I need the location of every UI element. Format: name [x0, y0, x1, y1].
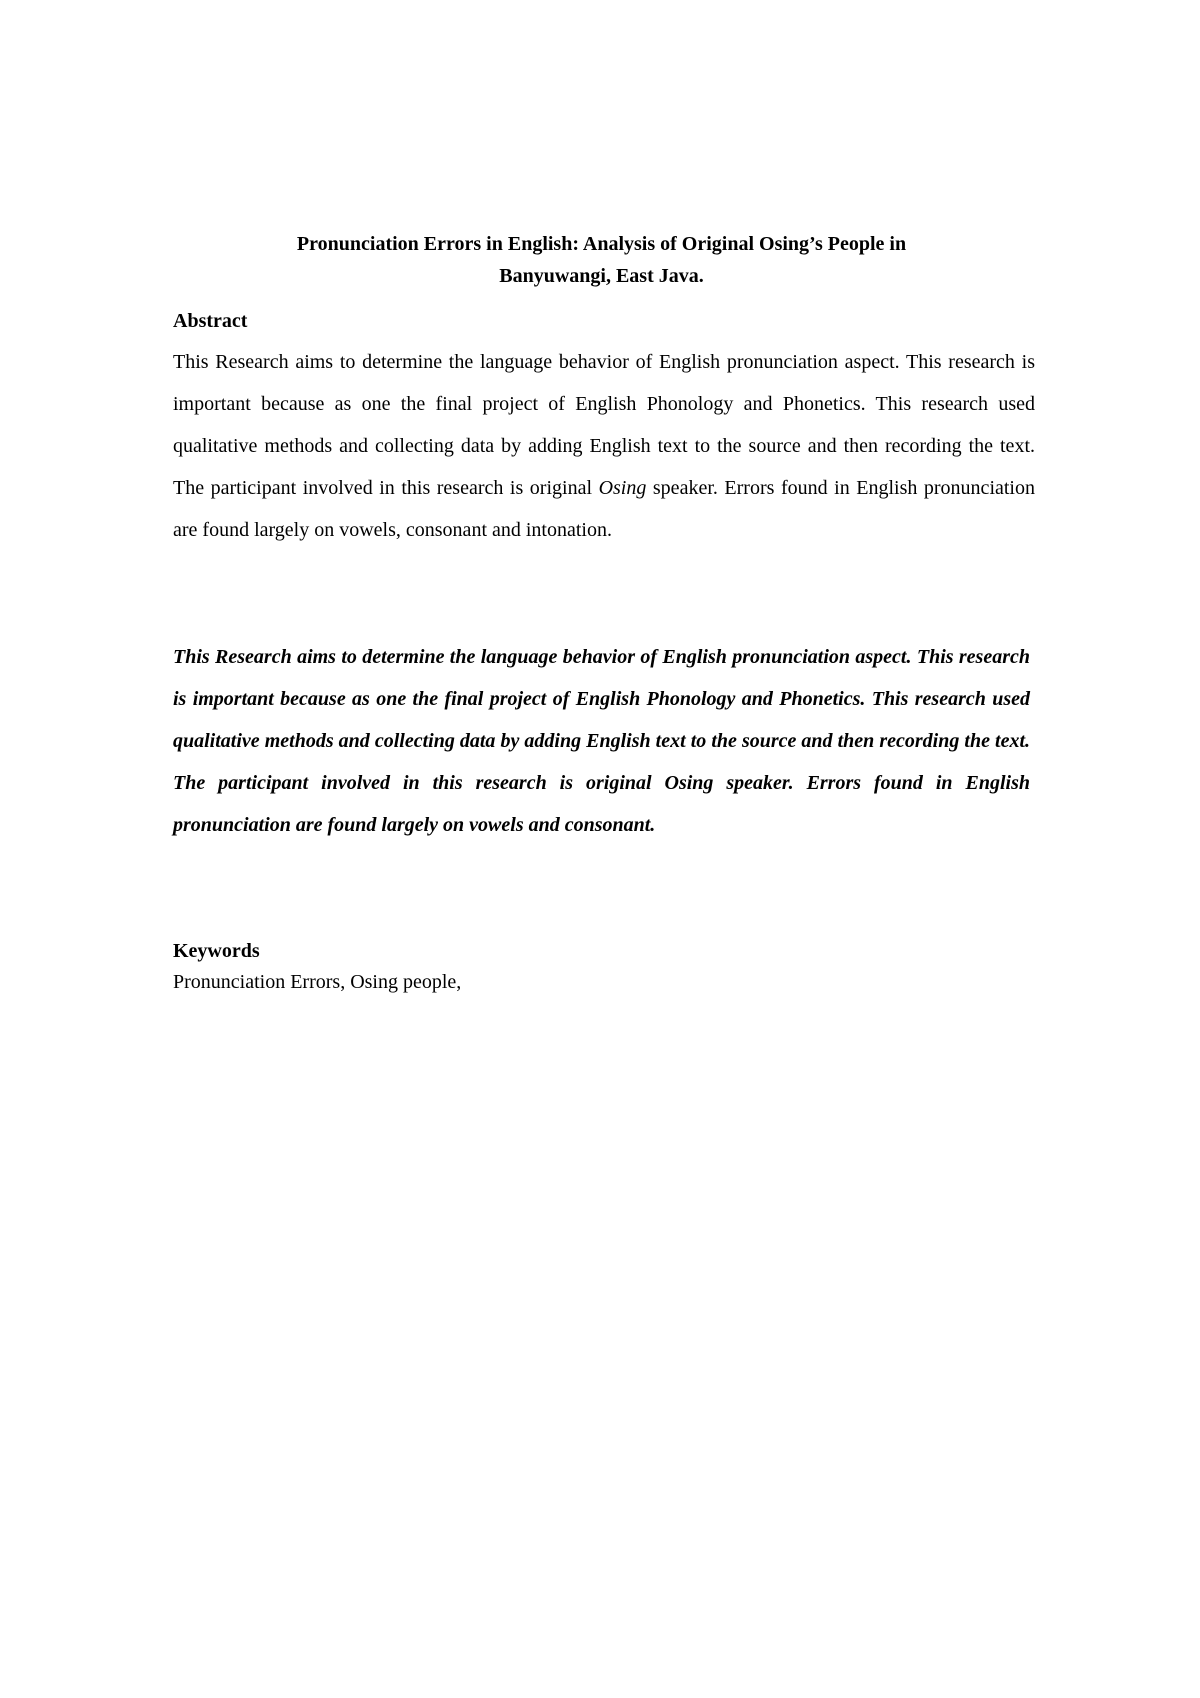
abstract-italic-version: This Research aims to determine the language behavior of English pronunciation aspect. This research is important because as one the final project of English Phonology and Phonetics. This research used qualitative methods and collecting data by adding English text to the source and then recording the text. The participant involved in this research is original Osing speaker. Errors found in English pronunciation are found largely on vowels and consonant.: [173, 646, 1030, 836]
abstract-heading: Abstract: [173, 310, 248, 332]
abstract-italic-term: Osing: [598, 477, 647, 499]
paper-title: [173, 228, 1030, 292]
paper-title-line-1: Pronunciation Errors in English: Analysis of Original Osing’s People in: [296, 233, 907, 255]
abstract-text-part-2: speaker. Errors found in English pronunciation are found largely on vowels, consonant and intonation.: [173, 477, 1035, 541]
keywords-heading: Keywords: [173, 940, 260, 962]
paper-title-line-2: Banyuwangi, East Java.: [499, 265, 704, 287]
keywords-text: Pronunciation Errors, Osing people,: [173, 971, 462, 993]
abstract-text: [173, 341, 1035, 551]
abstract-text-part-1: This Research aims to determine the language behavior of English pronunciation aspect. This research is important because as one the final project of English Phonology and Phonetics. This research used qualitative methods and collecting data by adding English text to the source and then recording the text. The participant involved in this research is original: [173, 351, 1035, 499]
